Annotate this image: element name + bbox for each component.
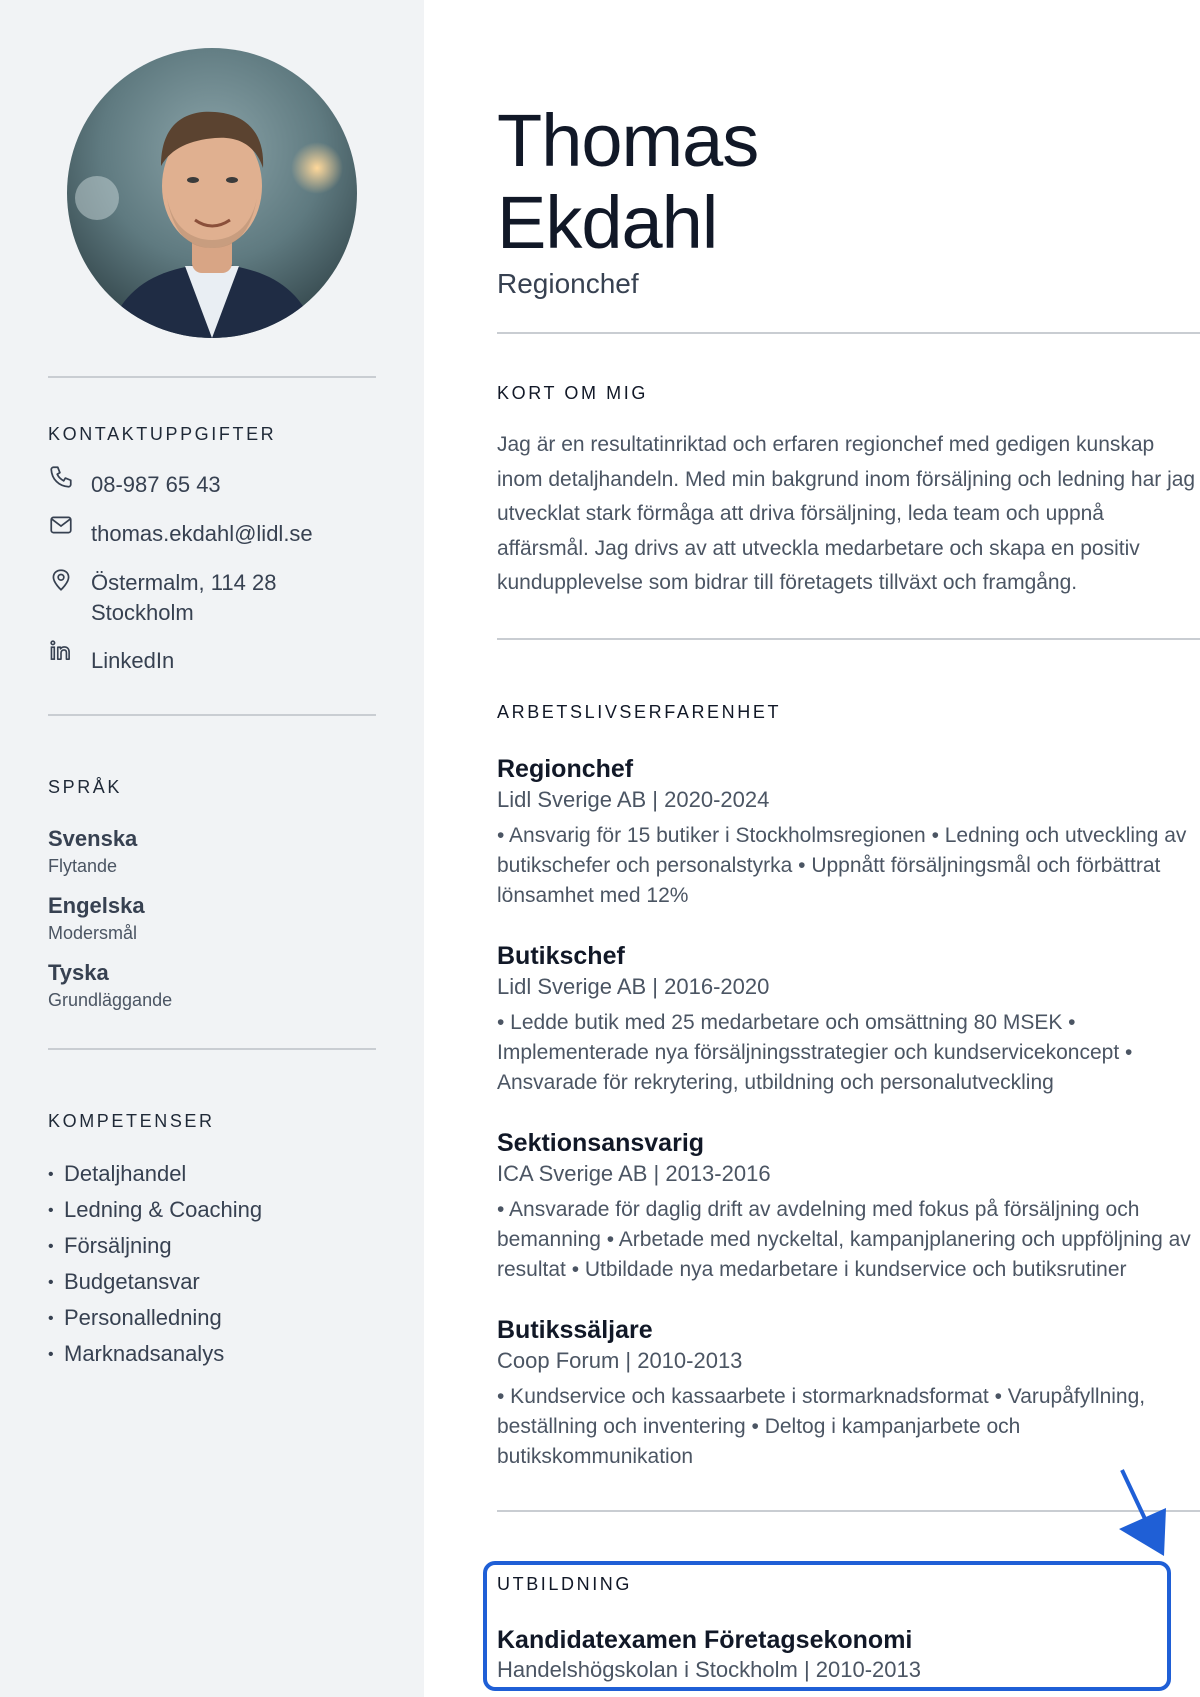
job-company: Lidl Sverige AB | 2016-2020 [497,974,770,999]
education-heading: UTBILDNING [497,1574,633,1594]
bullet: • [48,1274,54,1291]
experience-heading: ARBETSLIVSERFARENHET [497,702,782,722]
language-name: Svenska [48,826,138,851]
language-level: Grundläggande [48,990,173,1010]
contact-heading: KONTAKTUPPGIFTER [48,424,277,444]
skill-label: Marknadsanalys [64,1341,225,1366]
skill-label: Försäljning [64,1233,172,1258]
bullet: • [48,1346,54,1363]
language-level: Flytande [48,856,118,876]
job-description: • Kundservice och kassaarbete i stormarknadsformat • Varupåfyllning, beställning och inventering • Deltog i kampanjarbete och butikskommunikation [497,1385,1146,1468]
education-degree: Kandidatexamen Företagsekonomi [497,1626,913,1654]
job-title: Butikschef [497,942,625,970]
bullet: • [48,1166,54,1183]
job-description: • Ansvarade för daglig drift av avdelning med fokus på försäljning och bemanning • Arbetade med nyckeltal, kampanjplanering och uppföljning av resultat • Utbildade nya medarbetare i kundservice och butiksrutiner [497,1198,1191,1281]
skill-label: Ledning & Coaching [64,1197,263,1222]
skill-label: Personalledning [64,1305,222,1330]
bullet: • [48,1310,54,1327]
skill-label: Detaljhandel [64,1161,187,1186]
bullet: • [48,1202,54,1219]
email-link[interactable]: thomas.ekdahl@lidl.se [91,521,313,546]
first-name: Thomas [497,99,759,182]
language-level: Modersmål [48,923,138,943]
phone-number[interactable]: 08-987 65 43 [91,472,221,497]
job-description: • Ansvarig för 15 butiker i Stockholmsregionen • Ledning och utveckling av butikschefer och personalstyrka • Uppnått försäljningsmål och förbättrat lönsamhet med 12% [497,824,1187,907]
address-line-1: Östermalm, 114 28 [91,570,277,595]
language-name: Tyska [48,960,109,985]
job-company: Lidl Sverige AB | 2020-2024 [497,787,770,812]
bullet: • [48,1238,54,1255]
language-name: Engelska [48,893,145,918]
summary-heading: KORT OM MIG [497,383,648,403]
job-description: • Ledde butik med 25 medarbetare och omsättning 80 MSEK • Implementerade nya försäljningsstrategier och kundservicekoncept • Ansvarade för rekrytering, utbildning och personalutveckling [497,1011,1133,1094]
education-school: Handelshögskolan i Stockholm | 2010-2013 [497,1657,921,1682]
job-company: Coop Forum | 2010-2013 [497,1348,743,1373]
job-role: Regionchef [497,268,639,299]
job-title: Butikssäljare [497,1316,653,1344]
address-line-2: Stockholm [91,600,194,625]
job-title: Regionchef [497,755,634,783]
skill-label: Budgetansvar [64,1269,200,1294]
job-title: Sektionsansvarig [497,1129,705,1157]
last-name: Ekdahl [497,181,718,264]
job-company: ICA Sverige AB | 2013-2016 [497,1161,771,1186]
linkedin-link[interactable]: LinkedIn [91,648,175,673]
skills-heading: KOMPETENSER [48,1111,215,1131]
summary-text: Jag är en resultatinriktad och erfaren regionchef med gedigen kunskap inom detaljhandeln. Med min bakgrund inom försäljning och ledning har jag utvecklat stark förmåga att driva försäljning, leda team och uppnå affärsmål. Jag drivs av att utveckla medarbetare och skapa en positiv kundupplevelse som bidrar till företagets tillväxt och framgång. [497,433,1196,594]
languages-heading: SPRÅK [48,777,123,797]
